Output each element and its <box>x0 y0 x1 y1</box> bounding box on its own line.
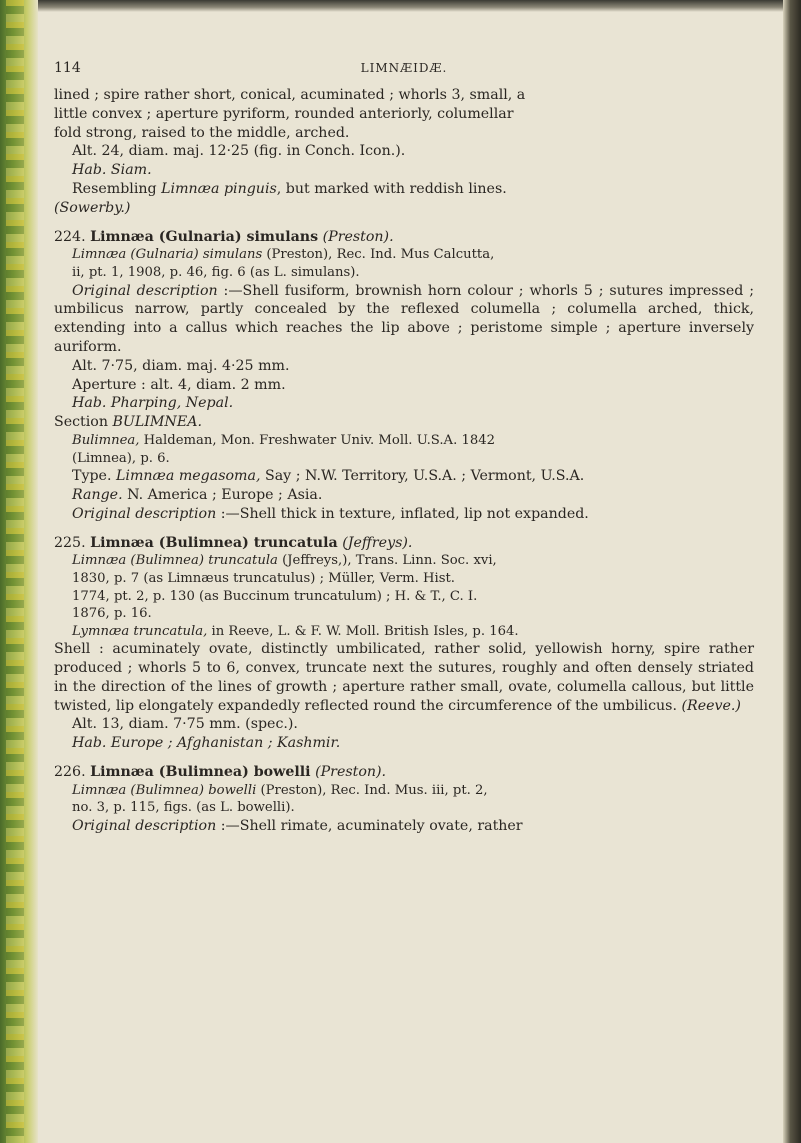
intro-resembling: Resembling Limnæa pinguis, but marked with reddish lines. <box>72 180 507 197</box>
section-description: Original description :—Shell thick in texture, inflated, lip not expanded. <box>72 505 589 522</box>
species-225-hab: Hab. Europe ; Afghanistan ; Kashmir. <box>72 735 341 752</box>
species-224-description: Original description :—Shell fusiform, brownish horn colour ; whorls 5 ; sutures impressed ; umbilicus narrow, partly concealed by the reflexed columella ; columella arched, thick, extending into a callus which reaches the lip above ; peristome simple ; aperture inversely auriform. <box>54 282 754 355</box>
species-224-alt: Alt. 7·75, diam. maj. 4·25 mm. <box>72 357 290 374</box>
species-225-description: Shell : acuminately ovate, distinctly umbilicated, rather solid, yellowish horny, spire rather produced ; whorls 5 to 6, convex, truncate next the sutures, roughly and often densely striated in the direction of the lines of growth ; aperture rather small, ovate, columella callous, but little twisted, lip elongately expandedly reflected round the circumference of the umbilicus. (Reeve.) <box>54 641 754 714</box>
running-header <box>54 60 754 86</box>
species-225-reference-1: Limnæa (Bulimnea) truncatula (Jeffreys,), Trans. Linn. Soc. xvi, 1830, p. 7 (as Limnæus truncatulus) ; Müller, Verm. Hist. 1774, pt. 2, p. 130 (as Buccinum truncatulum) ; H. & T., C. I. 1876, p. 16. <box>72 553 497 622</box>
section-type: Type. Limnæa megasoma, Say ; N.W. Territory, U.S.A. ; Vermont, U.S.A. <box>72 468 585 485</box>
section-range: Range. N. America ; Europe ; Asia. <box>72 486 323 503</box>
page-body <box>54 86 754 836</box>
species-226-description: Original description :—Shell rimate, acuminately ovate, rather <box>72 818 523 835</box>
page-binding-edge <box>0 0 38 1143</box>
page-right-edge <box>783 0 801 1143</box>
page-number: 114 <box>54 60 81 76</box>
intro-author: (Sowerby.) <box>54 199 131 216</box>
species-224-reference: Limnæa (Gulnaria) simulans (Preston), Rec. Ind. Mus Calcutta, ii, pt. 1, 1908, p. 46, fig. 6 (as L. simulans). <box>72 247 495 280</box>
intro-hab: Hab. Siam. <box>72 162 152 179</box>
species-225-alt: Alt. 13, diam. 7·75 mm. (spec.). <box>72 716 298 733</box>
species-224-hab: Hab. Pharping, Nepal. <box>72 395 234 412</box>
intro-line: lined ; spire rather short, conical, acuminated ; whorls 3, small, a <box>54 87 526 103</box>
species-226-reference: Limnæa (Bulimnea) bowelli (Preston), Rec. Ind. Mus. iii, pt. 2, no. 3, p. 115, figs. (as L. bowelli). <box>72 782 488 816</box>
species-224-heading: 224. Limnæa (Gulnaria) simulans (Preston). <box>54 228 394 245</box>
section-heading: Section BULIMNEA. <box>54 414 202 431</box>
running-title: LIMNÆIDÆ. <box>360 61 448 75</box>
species-225-reference-2: Lymnæa truncatula, in Reeve, L. & F. W. Moll. British Isles, p. 164. <box>72 623 519 639</box>
species-224-aperture: Aperture : alt. 4, diam. 2 mm. <box>72 376 286 393</box>
species-226-heading: 226. Limnæa (Bulimnea) bowelli (Preston). <box>54 764 387 781</box>
intro-line: little convex ; aperture pyriform, rounded anteriorly, columellar <box>54 105 514 122</box>
page-top-edge <box>38 0 783 12</box>
section-reference: Bulimnea, Haldeman, Mon. Freshwater Univ. Moll. U.S.A. 1842 (Limnea), p. 6. <box>72 432 496 466</box>
book-page <box>54 60 754 836</box>
intro-alt: Alt. 24, diam. maj. 12·25 (fig. in Conch. Icon.). <box>72 143 406 160</box>
species-225-heading: 225. Limnæa (Bulimnea) truncatula (Jeffreys). <box>54 534 413 551</box>
intro-line: fold strong, raised to the middle, arched. <box>54 124 350 141</box>
